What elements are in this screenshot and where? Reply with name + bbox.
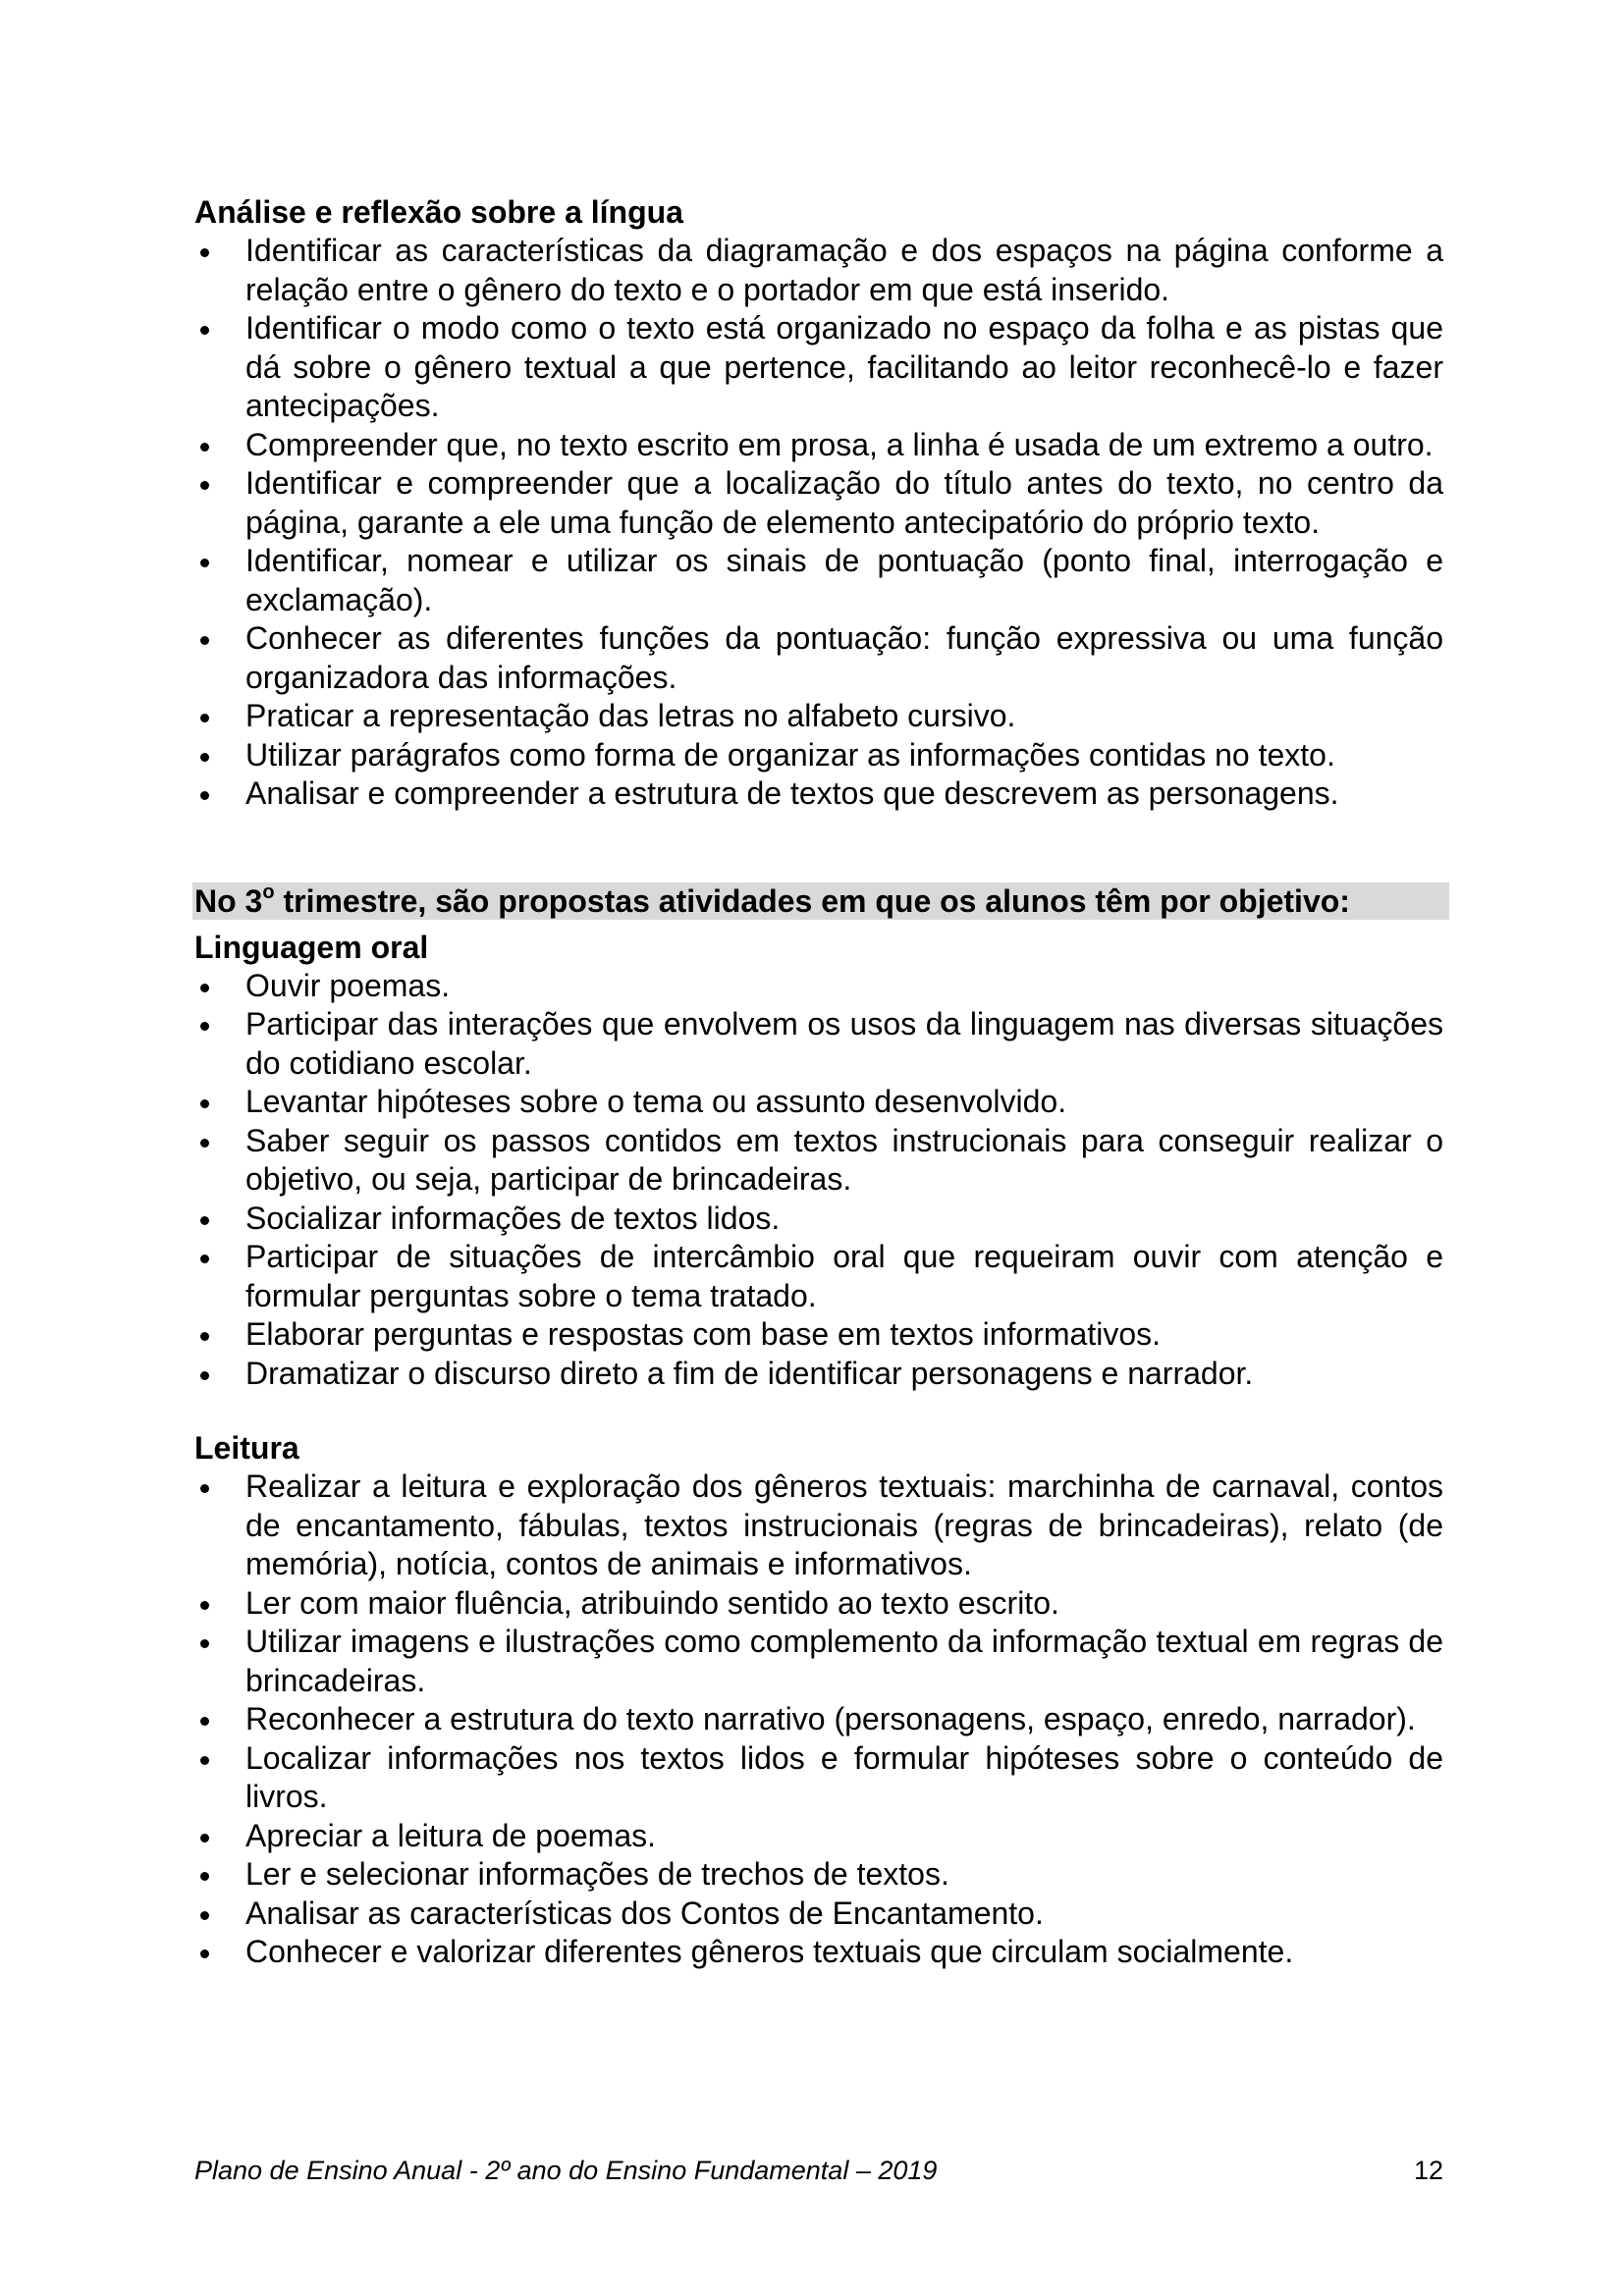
list-item [194, 1584, 1443, 1624]
bullet-icon [200, 1139, 209, 1148]
list-item [194, 1623, 1443, 1700]
bullet-list-oral [194, 967, 1443, 1394]
section-heading-leitura: Leitura [194, 1430, 299, 1466]
bullet-icon [200, 1949, 209, 1958]
list-item-text: Compreender que, no texto escrito em prosa, a linha é usada de um extremo a outro. [245, 426, 1434, 462]
bullet-icon [200, 1834, 209, 1842]
list-item [194, 1700, 1443, 1739]
page-footer [194, 2154, 1443, 2187]
bullet-icon [200, 1099, 209, 1108]
list-item [194, 1468, 1443, 1584]
list-item [194, 1238, 1443, 1315]
bullet-icon [200, 1872, 209, 1881]
trimester-banner-start: No 3 [194, 882, 263, 919]
list-item [194, 542, 1443, 619]
bullet-list-lingua [194, 232, 1443, 814]
bullet-icon [200, 1756, 209, 1765]
list-item-text: Utilizar imagens e ilustrações como complemento da informação textual em regras de brincadeiras. [245, 1624, 1443, 1698]
list-item [194, 967, 1443, 1006]
list-item [194, 1933, 1443, 1972]
bullet-icon [200, 984, 209, 992]
section-heading-lingua: Análise e reflexão sobre a língua [194, 194, 683, 230]
bullet-icon [200, 443, 209, 452]
list-item-text: Utilizar parágrafos como forma de organizar as informações contidas no texto. [245, 736, 1335, 773]
trimester-banner [192, 882, 1449, 920]
bullet-icon [200, 636, 209, 645]
list-item-text: Identificar o modo como o texto está organizado no espaço da folha e as pistas que dá sobre o gênero textual a que pertence, facilitando ao leitor reconhecê-lo e fazer antecipações. [245, 310, 1443, 423]
list-item [194, 1315, 1443, 1355]
page-number: 12 [1413, 2156, 1443, 2185]
list-item-text: Elaborar perguntas e respostas com base em textos informativos. [245, 1316, 1161, 1352]
list-item [194, 1895, 1443, 1934]
bullet-icon [200, 559, 209, 567]
footer-title: Plano de Ensino Anual - 2º ano do Ensino Fundamental – 2019 [194, 2156, 938, 2185]
list-item [194, 619, 1443, 697]
list-item [194, 1817, 1443, 1856]
list-item-text: Analisar e compreender a estrutura de textos que descrevem as personagens. [245, 775, 1339, 811]
list-item [194, 697, 1443, 736]
list-item-text: Socializar informações de textos lidos. [245, 1200, 781, 1236]
list-item-text: Ler e selecionar informações de trechos de textos. [245, 1856, 949, 1892]
list-item-text: Praticar a representação das letras no alfabeto cursivo. [245, 698, 1016, 733]
list-item-text: Apreciar a leitura de poemas. [245, 1817, 656, 1853]
list-item-text: Reconhecer a estrutura do texto narrativo (personagens, espaço, enredo, narrador). [245, 1701, 1416, 1736]
list-item [194, 1005, 1443, 1083]
section-spacer [194, 1393, 1443, 1428]
ordinal-indicator: o [262, 881, 275, 903]
list-item-text: Conhecer as diferentes funções da pontuação: função expressiva ou uma função organizadora das informações. [245, 620, 1443, 695]
bullet-icon [200, 481, 209, 490]
section-heading-oral: Linguagem oral [194, 929, 429, 965]
page-content [194, 192, 1443, 1972]
bullet-icon [200, 1255, 209, 1263]
list-item [194, 1739, 1443, 1817]
list-item-text: Conhecer e valorizar diferentes gêneros textuais que circulam socialmente. [245, 1934, 1294, 1969]
list-item-text: Ler com maior fluência, atribuindo sentido ao texto escrito. [245, 1584, 1059, 1621]
bullet-icon [200, 1911, 209, 1920]
list-item [194, 232, 1443, 309]
list-item [194, 426, 1443, 465]
bullet-icon [200, 1484, 209, 1493]
bullet-icon [200, 1717, 209, 1726]
trimester-banner-end: trimestre, são propostas atividades em que os alunos têm por objetivo: [274, 882, 1350, 919]
bullet-icon [200, 1216, 209, 1225]
bullet-icon [200, 326, 209, 335]
list-item-text: Identificar as características da diagramação e dos espaços na página conforme a relação entre o gênero do texto e o portador em que está inserido. [245, 233, 1443, 307]
bullet-icon [200, 1332, 209, 1341]
list-item-text: Saber seguir os passos contidos em textos instrucionais para conseguir realizar o objetivo, ou seja, participar de brincadeiras. [245, 1122, 1443, 1197]
bullet-icon [200, 1022, 209, 1031]
list-item [194, 1122, 1443, 1200]
bullet-icon [200, 1639, 209, 1648]
list-item [194, 1355, 1443, 1394]
bullet-icon [200, 248, 209, 257]
list-item-text: Participar de situações de intercâmbio oral que requeiram ouvir com atenção e formular perguntas sobre o tema tratado. [245, 1239, 1443, 1313]
bullet-icon [200, 1371, 209, 1380]
list-item [194, 464, 1443, 542]
list-item [194, 1200, 1443, 1239]
list-item [194, 774, 1443, 814]
list-item-text: Ouvir poemas. [245, 967, 451, 1003]
bullet-icon [200, 1601, 209, 1610]
list-item-text: Levantar hipóteses sobre o tema ou assunto desenvolvido. [245, 1084, 1067, 1119]
bullet-icon [200, 714, 209, 722]
list-item [194, 1855, 1443, 1895]
bullet-icon [200, 791, 209, 800]
list-item-text: Identificar, nomear e utilizar os sinais de pontuação (ponto final, interrogação e exclamação). [245, 543, 1443, 617]
list-item [194, 309, 1443, 426]
list-item [194, 736, 1443, 775]
list-item-text: Participar das interações que envolvem os usos da linguagem nas diversas situações do cotidiano escolar. [245, 1006, 1443, 1081]
list-item-text: Realizar a leitura e exploração dos gêneros textuais: marchinha de carnaval, contos de encantamento, fábulas, textos instrucionais (regras de brincadeiras), relato (de memória), notícia, contos de animais e informativos. [245, 1468, 1443, 1581]
bullet-icon [200, 753, 209, 762]
list-item-text: Identificar e compreender que a localização do título antes do texto, no centro da página, garante a ele uma função de elemento antecipatório do próprio texto. [245, 465, 1443, 540]
list-item-text: Localizar informações nos textos lidos e formular hipóteses sobre o conteúdo de livros. [245, 1739, 1443, 1814]
list-item-text: Dramatizar o discurso direto a fim de identificar personagens e narrador. [245, 1355, 1254, 1391]
list-item [194, 1083, 1443, 1122]
bullet-list-leitura [194, 1468, 1443, 1972]
list-item-text: Analisar as características dos Contos de Encantamento. [245, 1895, 1044, 1931]
